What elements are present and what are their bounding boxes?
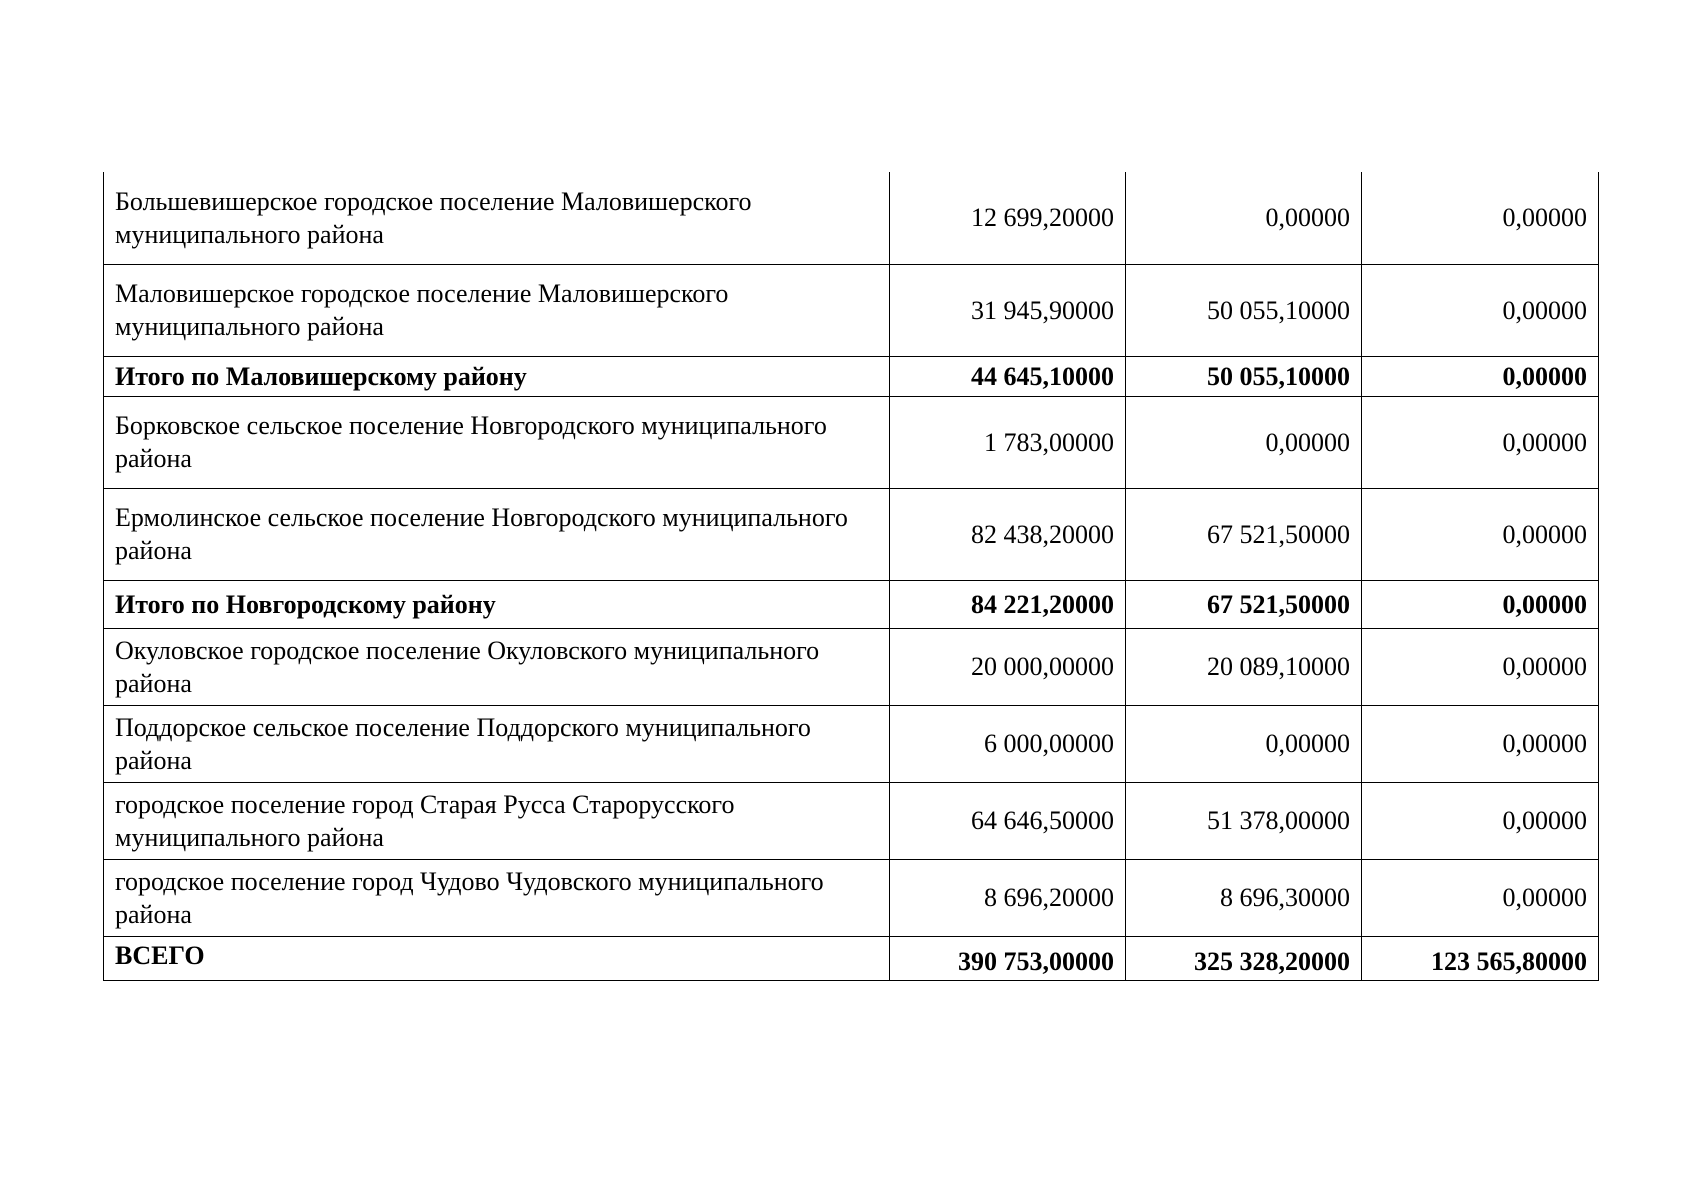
table-row [104, 705, 1599, 782]
subtotal-label: Итого по Новгородскому району [104, 580, 890, 628]
amount-cell-col1: 31 945,90000 [890, 264, 1126, 356]
settlement-name-cell: городское поселение город Старая Русса Старорусского муниципального района [104, 782, 890, 859]
subtotal-cell-col1: 44 645,10000 [890, 356, 1126, 396]
amount-cell-col3: 0,00000 [1362, 859, 1599, 936]
amount-cell-col1: 20 000,00000 [890, 628, 1126, 705]
grand-total-cell-col3: 123 565,80000 [1362, 936, 1599, 980]
amount-cell-col2: 8 696,30000 [1126, 859, 1362, 936]
settlement-name-cell: Борковское сельское поселение Новгородского муниципального района [104, 396, 890, 488]
amount-cell-col1: 1 783,00000 [890, 396, 1126, 488]
subtotal-cell-col2: 50 055,10000 [1126, 356, 1362, 396]
table-row [104, 859, 1599, 936]
allocation-table [103, 172, 1599, 981]
table-row [104, 172, 1599, 264]
amount-cell-col3: 0,00000 [1362, 705, 1599, 782]
grand-total-label: ВСЕГО [104, 936, 890, 980]
settlement-name-cell: Маловишерское городское поселение Маловишерского муниципального района [104, 264, 890, 356]
settlement-name-cell: Большевишерское городское поселение Маловишерского муниципального района [104, 172, 890, 264]
amount-cell-col1: 82 438,20000 [890, 488, 1126, 580]
amount-cell-col1: 12 699,20000 [890, 172, 1126, 264]
amount-cell-col2: 20 089,10000 [1126, 628, 1362, 705]
subtotal-cell-col2: 67 521,50000 [1126, 580, 1362, 628]
subtotal-label: Итого по Маловишерскому району [104, 356, 890, 396]
settlement-name-cell: Поддорское сельское поселение Поддорского муниципального района [104, 705, 890, 782]
amount-cell-col2: 0,00000 [1126, 396, 1362, 488]
amount-cell-col1: 6 000,00000 [890, 705, 1126, 782]
settlement-name-cell: Ермолинское сельское поселение Новгородского муниципального района [104, 488, 890, 580]
amount-cell-col2: 67 521,50000 [1126, 488, 1362, 580]
settlement-name-cell: Окуловское городское поселение Окуловского муниципального района [104, 628, 890, 705]
amount-cell-col3: 0,00000 [1362, 782, 1599, 859]
settlement-name-cell: городское поселение город Чудово Чудовского муниципального района [104, 859, 890, 936]
district-subtotal-row [104, 580, 1599, 628]
table-row [104, 488, 1599, 580]
table-row [104, 396, 1599, 488]
amount-cell-col2: 50 055,10000 [1126, 264, 1362, 356]
amount-cell-col2: 51 378,00000 [1126, 782, 1362, 859]
amount-cell-col3: 0,00000 [1362, 172, 1599, 264]
amount-cell-col1: 64 646,50000 [890, 782, 1126, 859]
grand-total-cell-col1: 390 753,00000 [890, 936, 1126, 980]
table-row [104, 264, 1599, 356]
amount-cell-col2: 0,00000 [1126, 705, 1362, 782]
amount-cell-col3: 0,00000 [1362, 264, 1599, 356]
amount-cell-col3: 0,00000 [1362, 628, 1599, 705]
subtotal-cell-col3: 0,00000 [1362, 580, 1599, 628]
grand-total-cell-col2: 325 328,20000 [1126, 936, 1362, 980]
amount-cell-col1: 8 696,20000 [890, 859, 1126, 936]
subtotal-cell-col3: 0,00000 [1362, 356, 1599, 396]
table-row [104, 628, 1599, 705]
amount-cell-col2: 0,00000 [1126, 172, 1362, 264]
amount-cell-col3: 0,00000 [1362, 396, 1599, 488]
amount-cell-col3: 0,00000 [1362, 488, 1599, 580]
table-row [104, 782, 1599, 859]
grand-total-row [104, 936, 1599, 980]
subtotal-cell-col1: 84 221,20000 [890, 580, 1126, 628]
district-subtotal-row [104, 356, 1599, 396]
